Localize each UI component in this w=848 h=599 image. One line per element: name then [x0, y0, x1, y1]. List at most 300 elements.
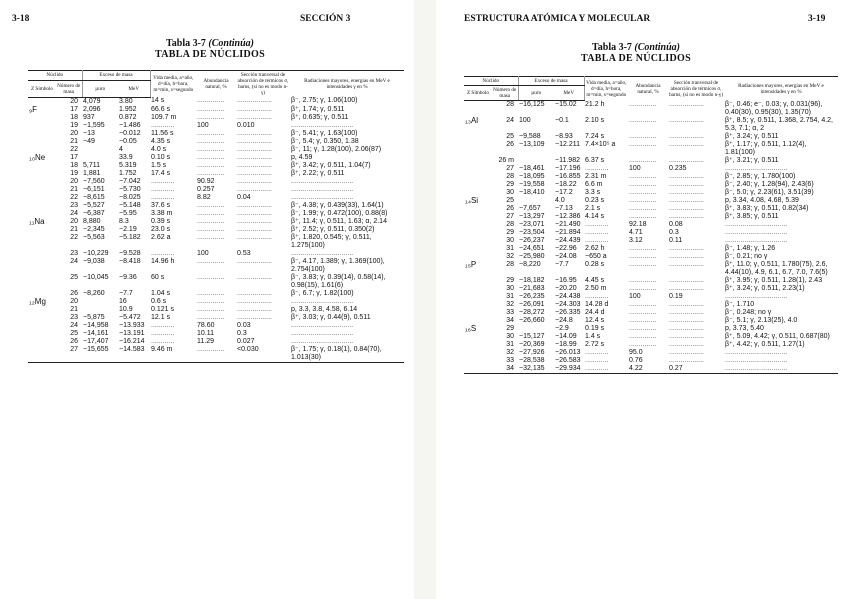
mass-excess-mev-cell: −5.182 [119, 233, 141, 241]
cross-section-cell: .................. [237, 185, 273, 193]
mass-excess-mev-cell: −5.472 [119, 313, 141, 321]
mass-excess-mev-cell: 1.952 [119, 105, 137, 113]
radiation-cell: p, 3.34, 4.08, 4.68, 5.39 [725, 196, 799, 204]
half-life-cell: ............ [585, 356, 609, 364]
half-life-cell: 0.39 s [151, 217, 171, 225]
mass-excess-mev-cell: −12.211 [555, 140, 580, 148]
mass-excess-mu-cell: −26,235 [519, 292, 545, 300]
abundance-cell: 92.18 [629, 220, 647, 228]
mass-excess-mev-cell: −2.19 [119, 225, 137, 233]
radiation-cell: β⁻, 5.1; γ, 2.13(25), 4.0 [725, 316, 798, 324]
mass-excess-mu-cell: −10,229 [83, 249, 109, 257]
cross-section-cell: .................. [669, 140, 705, 148]
mass-excess-mev-cell: −14.583 [118, 346, 150, 363]
element-symbol-cell [28, 234, 56, 250]
table-row [28, 226, 404, 234]
mass-excess-mu-cell: −49 [83, 137, 95, 145]
radiation-cell: p, 3.3, 3.8, 4.58, 6.14 [291, 305, 358, 313]
element-symbol-cell [28, 178, 56, 186]
header-abundance: Abundancia natural, % [628, 77, 668, 101]
radiation-cell: β⁺, 2.52; γ, 0.511, 0.350(2) [291, 225, 375, 233]
radiation-cell: β⁺, 3.83; γ, 0.511, 0.82(34) [725, 204, 809, 212]
mass-excess-mu-cell: −15,655 [82, 346, 118, 363]
element-symbol-cell [28, 170, 56, 178]
table-row [464, 277, 838, 285]
element-symbol-cell: ₁₀Ne [29, 152, 46, 162]
header-nuclide: Núclido [464, 77, 518, 86]
radiation-cell: β⁺, 5.09, 4.42; γ, 0.511, 0.687(80) [725, 332, 830, 340]
mass-excess-mu-cell: 5,711 [83, 161, 100, 169]
mass-excess-mu-cell: −7,657 [519, 204, 541, 212]
half-life-cell: 14.96 h [151, 257, 175, 265]
half-life-cell: 21.2 h [585, 100, 605, 108]
table-row [464, 365, 838, 374]
cross-section-cell: .................. [237, 153, 273, 161]
cross-section-cell: .................. [669, 188, 705, 196]
half-life-cell: 2.1 s [585, 204, 601, 212]
cross-section-cell: 0.04 [237, 193, 251, 201]
mass-number-cell: 26 m [498, 156, 514, 164]
abundance-cell: 0.257 [197, 185, 215, 193]
abundance-cell: .............. [197, 305, 225, 313]
mass-number-cell: 32 [506, 252, 514, 260]
mass-excess-mu-cell: −1,595 [83, 121, 105, 129]
element-symbol-cell [28, 322, 56, 330]
cross-section-cell: .................. [237, 97, 273, 104]
mass-excess-mu-cell: 937 [83, 113, 95, 121]
mass-number-cell: 26 [70, 337, 78, 345]
mass-number-cell: 22 [70, 193, 78, 201]
element-symbol-cell [464, 309, 492, 317]
mass-number-cell: 17 [70, 105, 78, 113]
abundance-cell: .............. [197, 289, 225, 297]
cross-section-cell: 0.027 [237, 337, 255, 345]
mass-excess-mev-cell: −8.93 [555, 132, 573, 140]
cross-section-cell: .................. [669, 260, 705, 268]
header-radiation: Radiaciones mayores, energías en MeV e intensidades γ en % [290, 71, 404, 98]
mass-number-cell: 19 [70, 121, 78, 129]
cross-section-cell: .................. [669, 308, 705, 316]
table-row [464, 301, 838, 309]
mass-excess-mu-cell: −2,345 [83, 225, 105, 233]
abundance-cell: .............. [197, 257, 225, 265]
mass-number-cell: 30 [506, 236, 514, 244]
header-mass-number: Número de masa [56, 80, 82, 97]
abundance-cell: 11.29 [197, 337, 214, 345]
abundance-cell: 3.12 [629, 236, 643, 244]
element-symbol-cell [464, 141, 492, 157]
element-symbol-cell [464, 365, 492, 374]
half-life-cell: 1.5 s [151, 161, 167, 169]
half-life-cell: 7.4×10⁵ a [585, 140, 616, 148]
half-life-cell: 4.14 s [585, 212, 605, 220]
mass-number-cell: 20 [70, 217, 78, 225]
mass-number-cell: 24 [506, 116, 514, 124]
radiation-cell: β⁺, 1.820, 0.545; γ, 0.511, 1.275(100) [291, 233, 372, 249]
mass-excess-mev-cell: −15.02 [555, 101, 577, 108]
abundance-cell: .............. [197, 97, 225, 104]
mass-excess-mev-cell: 16 [119, 297, 127, 305]
half-life-cell: 2.31 m [585, 172, 607, 180]
table-row [464, 213, 838, 221]
header-cross-section: Sección tranversal de absorción de térmicos σ, barns, (si no es modo n-γ) [668, 77, 724, 101]
abundance-cell: .............. [629, 116, 657, 124]
element-symbol-cell [28, 338, 56, 346]
abundance-cell: .............. [629, 180, 657, 188]
mass-excess-mev-cell: −5.95 [119, 209, 137, 217]
nuclide-table [28, 70, 404, 363]
mass-excess-mev-cell: 8.3 [119, 217, 129, 225]
cross-section-cell: .................. [669, 284, 705, 292]
mass-excess-mu-cell: −13 [83, 129, 95, 137]
element-symbol-cell [28, 130, 56, 138]
abundance-cell: .............. [197, 233, 225, 241]
table-row [28, 218, 404, 226]
mass-excess-mev-cell: 5.319 [119, 161, 137, 169]
half-life-cell: 4.35 s [151, 137, 171, 145]
mass-excess-mev-cell: −20.20 [555, 284, 577, 292]
mass-excess-mev-cell: −16.95 [555, 276, 577, 284]
element-symbol-cell [28, 274, 56, 290]
mass-number-cell: 25 [506, 132, 514, 140]
table-row [28, 178, 404, 186]
mass-excess-mev-cell: −24.8 [555, 316, 573, 324]
mass-excess-mev-cell: −17.196 [555, 164, 581, 172]
mass-excess-mu-cell: −21,683 [519, 284, 545, 292]
mass-excess-mu-cell: −18,182 [519, 276, 545, 284]
element-symbol-cell: ₁₄Si [465, 195, 479, 205]
table-row [28, 194, 404, 202]
header-nuclide: Núclido [28, 71, 82, 81]
mass-number-cell: 29 [506, 324, 514, 332]
table-row [464, 181, 838, 189]
mass-excess-mu-cell: −32,135 [518, 365, 554, 374]
mass-excess-mu-cell: −5,563 [83, 233, 105, 241]
table-row [464, 285, 838, 293]
abundance-cell: .............. [197, 145, 225, 153]
cross-section-cell: .................. [237, 129, 273, 137]
cross-section-cell: 0.19 [669, 292, 683, 300]
radiation-cell: ................................ [725, 356, 788, 364]
mass-excess-mev-cell: 1.752 [119, 169, 137, 177]
abundance-cell: .............. [629, 212, 657, 220]
mass-number-cell: 29 [506, 228, 514, 236]
mass-number-cell: 25 [70, 329, 78, 337]
cross-section-cell: 0.27 [668, 365, 724, 374]
radiation-cell: β⁻, 6.7; γ, 1.82(100) [291, 289, 354, 297]
mass-excess-mu-cell: −9,588 [519, 132, 541, 140]
mass-number-cell: 17 [70, 153, 78, 161]
element-symbol-cell [28, 226, 56, 234]
radiation-cell: p, 4.59 [291, 153, 313, 161]
cross-section-cell: 0.3 [669, 228, 679, 236]
radiation-cell: β⁻, 4.17, 1.389; γ, 1.369(100), 2.754(100) [291, 257, 385, 273]
mass-number-cell: 27 [56, 346, 82, 363]
element-symbol-cell [28, 258, 56, 274]
mass-number-cell: 30 [506, 188, 514, 196]
mass-excess-mev-cell: −11.982 [555, 156, 580, 164]
cross-section-cell: .................. [669, 116, 705, 124]
half-life-cell: ............ [585, 292, 609, 300]
mass-excess-mu-cell: −14,161 [83, 329, 109, 337]
mass-excess-mev-cell: −18.99 [555, 340, 577, 348]
abundance-cell: 100 [629, 292, 641, 300]
element-symbol-cell: ₁₃Al [465, 115, 479, 125]
table-title: TABLA DE NÚCLIDOS [581, 53, 691, 64]
cross-section-cell: .................. [669, 100, 705, 108]
table-row [464, 309, 838, 317]
radiation-cell: β⁺, 3.24; γ, 0.511, 2.23(1) [725, 284, 805, 292]
radiation-cell: ................................ [291, 121, 354, 129]
cross-section-cell: .................. [669, 132, 705, 140]
mass-number-cell: 29 [506, 276, 514, 284]
element-symbol-cell [464, 301, 492, 309]
element-symbol-cell [464, 133, 492, 141]
radiation-cell: β⁺, 0.635; γ, 0.511 [291, 113, 349, 121]
element-symbol-cell [464, 165, 492, 173]
half-life-cell: ............ [585, 348, 609, 356]
cross-section-cell: .................. [669, 180, 705, 188]
abundance-cell: .............. [629, 324, 657, 332]
half-life-cell: 6.6 m [585, 180, 603, 188]
radiation-cell: β⁺, 3.24; γ, 0.511 [725, 132, 779, 140]
mass-number-cell: 20 [70, 129, 78, 137]
table-label: Tabla 3-7 [592, 42, 632, 53]
mass-excess-mu-cell: −6,387 [83, 209, 105, 217]
radiation-cell: ................................ [725, 292, 788, 300]
half-life-cell: 6.37 s [585, 156, 605, 164]
half-life-cell: 23.0 s [151, 225, 171, 233]
mass-excess-mu-cell [518, 197, 554, 205]
mass-number-cell: 21 [70, 225, 78, 233]
mass-excess-mev-cell: −26.583 [555, 356, 581, 364]
table-row [464, 157, 838, 165]
mass-excess-mev-cell: −14.09 [555, 332, 577, 340]
mass-number-cell: 24 [70, 209, 78, 217]
header-z-symbol: Z Símbolo [28, 80, 56, 97]
cross-section-cell: .................. [237, 161, 273, 169]
table-row [464, 237, 838, 245]
cross-section-cell: .................. [237, 209, 273, 217]
table-row [28, 330, 404, 338]
cross-section-cell: .................. [669, 356, 705, 364]
mass-excess-mu-cell [518, 325, 554, 333]
half-life-cell: 2.62 h [585, 244, 605, 252]
element-symbol-cell [464, 333, 492, 341]
mass-number-cell: 19 [70, 169, 78, 177]
mass-excess-mu-cell: −28,538 [519, 356, 545, 364]
half-life-cell: 2.62 a [151, 233, 171, 241]
cross-section-cell: .................. [237, 257, 273, 265]
table-row [464, 117, 838, 133]
mass-excess-mev-cell: −24.08 [555, 252, 577, 260]
table-row [464, 317, 838, 325]
half-life-cell: 0.23 s [585, 196, 605, 204]
cross-section-cell: .................. [669, 196, 705, 204]
abundance-cell: .............. [197, 153, 225, 161]
mass-number-cell: 24 [70, 321, 78, 329]
abundance-cell: 0.76 [629, 356, 643, 364]
abundance-cell: .............. [629, 172, 657, 180]
element-symbol-cell [464, 157, 492, 165]
half-life-cell: ............ [151, 321, 175, 329]
cross-section-cell: .................. [237, 169, 273, 177]
element-symbol-cell [28, 250, 56, 258]
half-life-cell: 37.6 s [151, 201, 171, 209]
half-life-cell: 0.19 s [585, 324, 605, 332]
radiation-cell: β⁻, 5.41; γ, 1.63(100) [291, 129, 358, 137]
abundance-cell: .............. [629, 252, 657, 260]
mass-excess-mev-cell: −0.012 [119, 129, 141, 137]
abundance-cell: 100 [629, 164, 641, 172]
table-row [464, 349, 838, 357]
radiation-cell: β⁻, 5.4; γ, 0.350, 1.38 [291, 137, 359, 145]
mass-number-cell: 22 [70, 233, 78, 241]
half-life-cell: 1.04 s [151, 289, 171, 297]
element-symbol-cell [464, 245, 492, 253]
table-row [28, 298, 404, 306]
half-life-cell: ............ [151, 337, 175, 345]
mass-number-cell: 26 [70, 289, 78, 297]
table-body [464, 101, 838, 374]
abundance-cell: .............. [629, 316, 657, 324]
cross-section-cell: .................. [237, 313, 273, 321]
header-mass-excess: Exceso de masa [82, 71, 150, 81]
cross-section-cell: 0.010 [237, 121, 255, 129]
abundance-cell: .............. [197, 201, 225, 209]
mass-number-cell: 23 [70, 313, 78, 321]
cross-section-cell: .................. [237, 305, 273, 313]
half-life-cell: 0.10 s [151, 153, 171, 161]
mass-number-cell: 21 [70, 185, 78, 193]
mass-excess-mev-cell: −0.05 [119, 137, 137, 145]
element-symbol-cell [464, 341, 492, 349]
mass-excess-mev-cell: −26.335 [555, 308, 581, 316]
mass-number-cell: 30 [506, 332, 514, 340]
header-half-life: Vida media, a=año, d=día, h=hora, m=min, s=segundo [584, 77, 628, 101]
element-symbol-cell [464, 181, 492, 189]
radiation-cell: ................................ [725, 220, 788, 228]
mass-number-cell: 22 [70, 145, 78, 153]
header-cross-section: Sección tranversal de absorción de térmicos σ, barns, (si no es modo n-γ) [237, 72, 289, 96]
table-caption [526, 42, 746, 64]
cross-section-cell: .................. [669, 332, 705, 340]
mass-number-cell: 20 [70, 97, 78, 105]
mass-excess-mu-cell: −27,926 [519, 348, 545, 356]
table-row [464, 173, 838, 181]
header-z-symbol: Z Símbolo [464, 86, 492, 101]
half-life-cell: 66.6 s [151, 105, 171, 113]
table-row [28, 146, 404, 154]
mass-excess-mev-cell: −7.7 [555, 260, 569, 268]
header-mev: MeV [118, 80, 150, 97]
mass-excess-mev-cell: −7.042 [119, 177, 141, 185]
mass-excess-mev-cell: −8.418 [119, 257, 141, 265]
mass-excess-mev-cell: −16.214 [119, 337, 145, 345]
half-life-cell: 1.4 s [585, 332, 601, 340]
mass-excess-mev-cell: −1.486 [119, 121, 141, 129]
mass-excess-mev-cell: −9.528 [119, 249, 141, 257]
page-number: 3-18 [12, 14, 30, 24]
mass-excess-mev-cell: 3.80 [119, 97, 133, 105]
half-life-cell: ............ [151, 249, 175, 257]
half-life-cell: ~650 a [585, 252, 607, 260]
element-symbol-cell [28, 122, 56, 130]
header-radiation: Radiaciones mayores, energías en MeV e intensidades γ en % [724, 77, 838, 101]
header-mass-number: Número de masa [493, 87, 517, 99]
mass-excess-mu-cell: −25,980 [519, 252, 545, 260]
mass-excess-mev-cell: −21.894 [555, 228, 581, 236]
mass-excess-mu-cell: −18,095 [519, 172, 545, 180]
radiation-cell: ................................ [291, 321, 354, 329]
mass-excess-mu-cell: −28,272 [519, 308, 545, 316]
element-symbol-cell [464, 357, 492, 365]
table-row [28, 130, 404, 138]
mass-excess-mu-cell: −14,958 [83, 321, 109, 329]
abundance-cell: .............. [629, 260, 657, 268]
mass-number-cell: 31 [506, 292, 514, 300]
element-symbol-cell [464, 285, 492, 293]
header-mu: µuro [82, 80, 118, 97]
half-life-cell: 12.1 s [151, 313, 171, 321]
table-row [464, 101, 838, 117]
mass-number-cell: 34 [492, 365, 518, 374]
cross-section-cell: .................. [237, 273, 273, 281]
mass-excess-mev-cell: −12.386 [555, 212, 581, 220]
table-row [28, 210, 404, 218]
half-life-cell: 3.38 m [151, 209, 173, 217]
radiation-cell: β⁻, 3.83; γ, 0.39(14), 0.58(14), 0.98(15), 1.61(6) [291, 273, 386, 289]
radiation-cell: β⁻, 0.46; e⁻, 0.03; γ, 0.031(96), 0.40(30), 0.95(30), 1.35(70) [725, 100, 823, 116]
cross-section-cell: 0.3 [237, 329, 247, 337]
element-symbol-cell: ₁₆S [465, 323, 477, 333]
mass-number-cell: 20 [70, 177, 78, 185]
table-caption [100, 38, 320, 60]
cross-section-cell: 0.03 [237, 321, 251, 329]
abundance-cell: .............. [196, 346, 236, 363]
radiation-cell: β⁻, 1.710 [725, 300, 755, 308]
half-life-cell: ............ [151, 185, 175, 193]
radiation-cell: ................................ [291, 337, 354, 345]
mass-excess-mev-cell: −16.855 [555, 172, 581, 180]
mass-excess-mev-cell: −24.439 [555, 236, 581, 244]
table-row [464, 221, 838, 229]
mass-excess-mu-cell: −17,407 [83, 337, 109, 345]
table-row [28, 162, 404, 170]
mass-excess-mev-cell: 33.9 [119, 153, 133, 161]
half-life-cell: ............ [585, 164, 609, 172]
table-row [464, 261, 838, 277]
mass-excess-mev-cell: −9.36 [119, 273, 137, 281]
mass-excess-mu-cell: −20,369 [519, 340, 545, 348]
table-row [28, 186, 404, 194]
table-row [28, 338, 404, 346]
mass-excess-mu-cell: 8,880 [83, 217, 101, 225]
table-row [464, 325, 838, 333]
table-row [28, 290, 404, 298]
element-symbol-cell [28, 202, 56, 210]
cross-section-cell: .................. [669, 348, 705, 356]
mass-excess-mev-cell: 4 [119, 145, 123, 153]
radiation-cell: β⁺, 2.22; γ, 0.511 [291, 169, 345, 177]
mass-number-cell: 26 [506, 204, 514, 212]
header-mev: MeV [554, 86, 584, 101]
half-life-cell: ............ [151, 193, 175, 201]
mass-excess-mu-cell: −7,560 [83, 177, 105, 185]
abundance-cell: .............. [629, 132, 657, 140]
radiation-cell: β⁺, 1.17; γ, 0.511, 1.12(4), 1.81(100) [725, 140, 807, 156]
radiation-cell: β⁻, 1.48; γ, 1.26 [725, 244, 776, 252]
